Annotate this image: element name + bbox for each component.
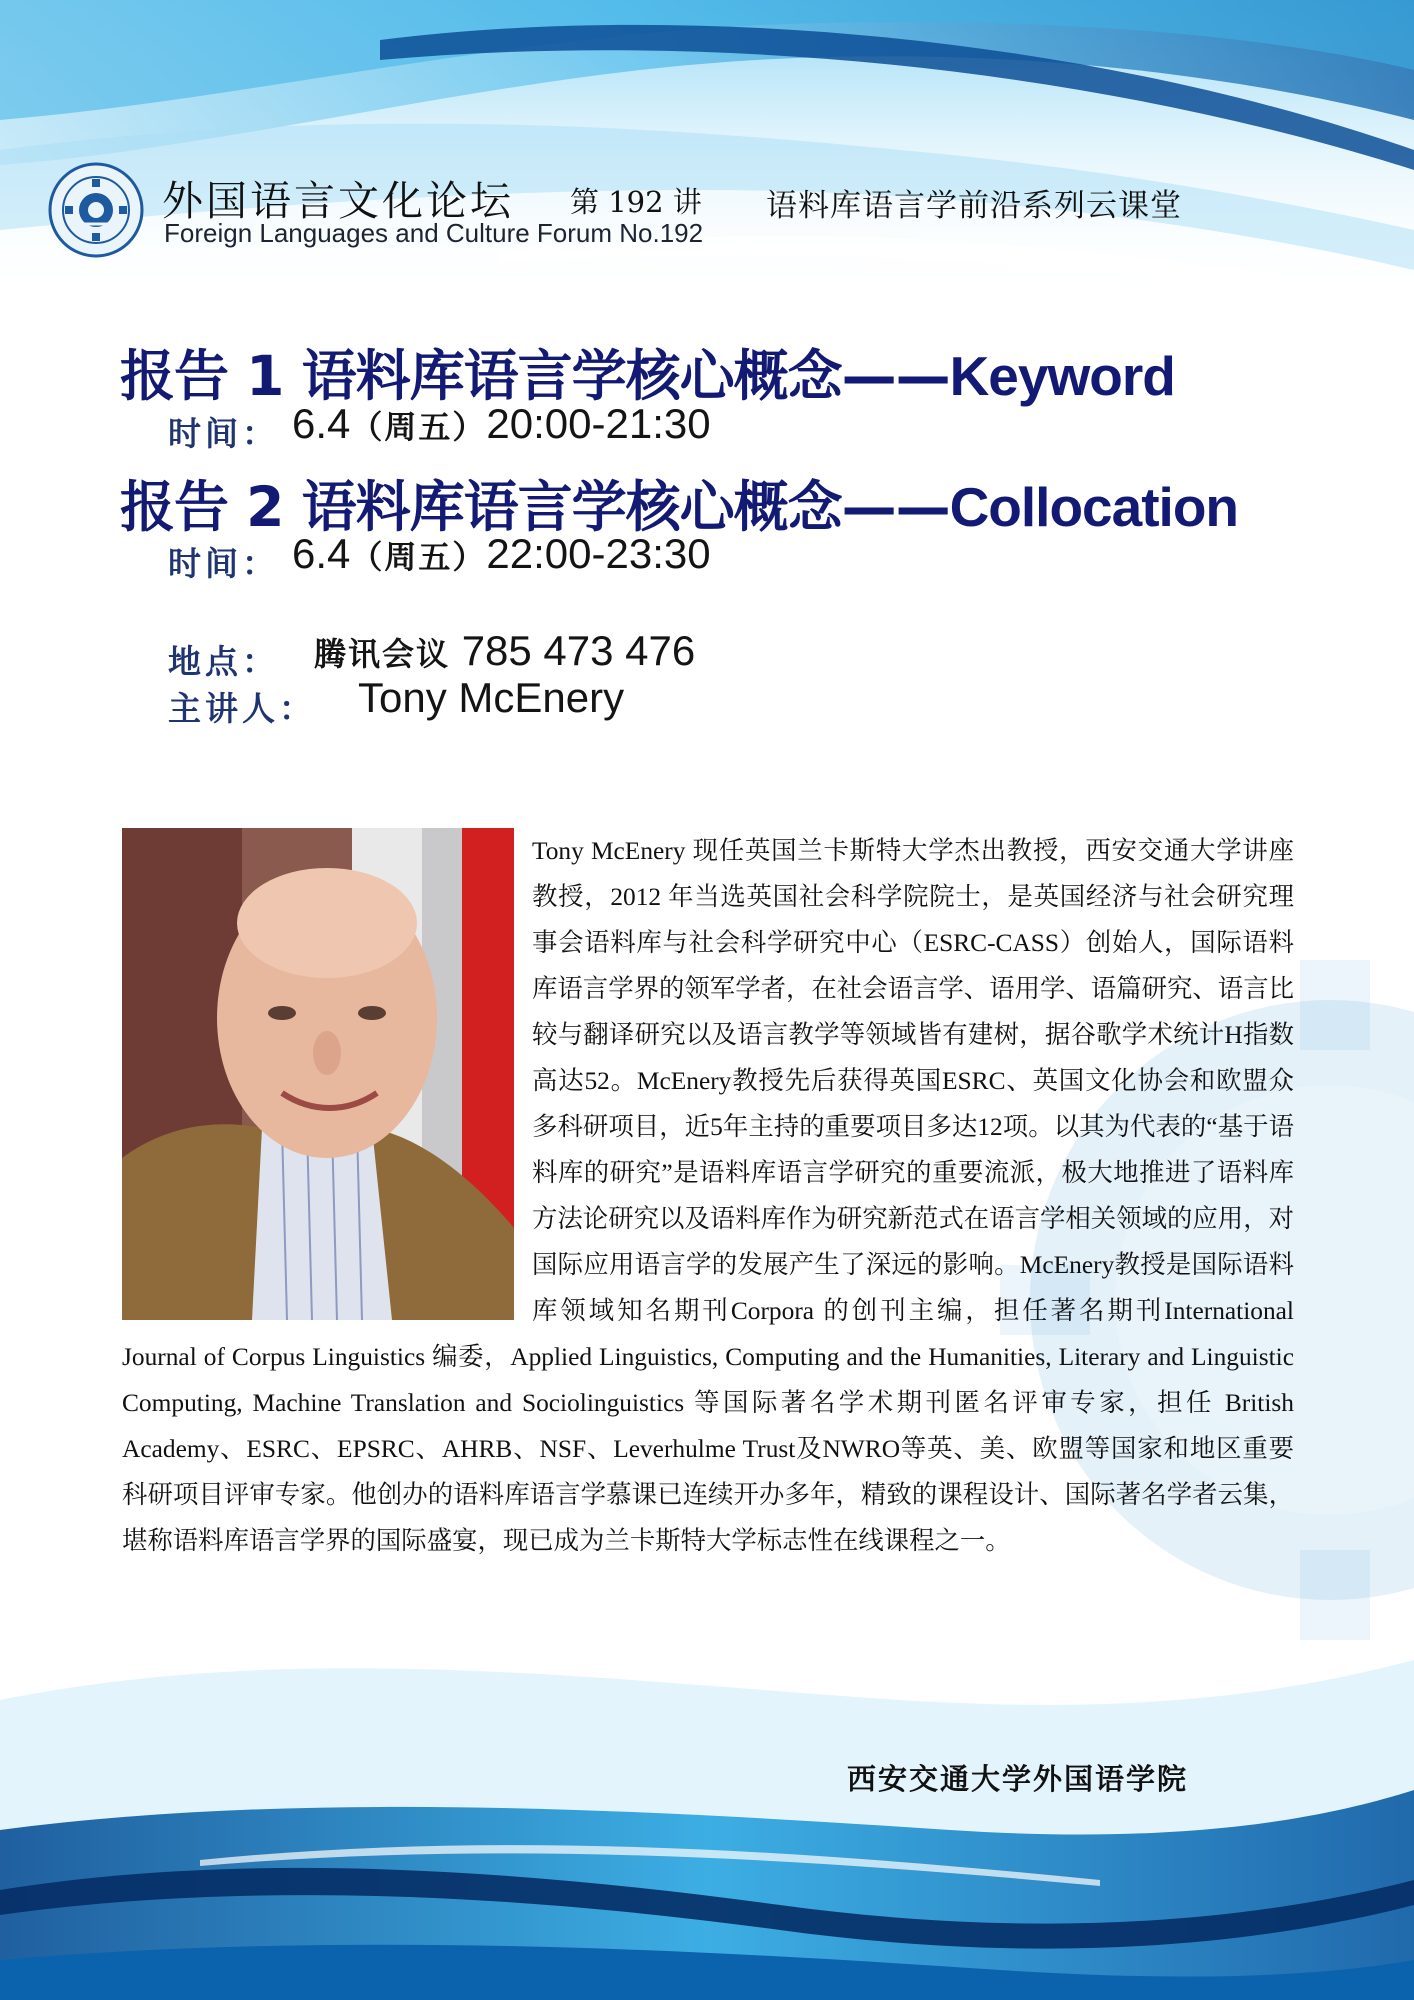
talk-1-weekday: （周五） — [350, 408, 487, 446]
series-title: 语料库语言学前沿系列云课堂 — [766, 188, 1182, 224]
forum-title: 外国语言文化论坛 — [162, 177, 514, 225]
talk-1-date: 6.4 — [292, 400, 351, 447]
talk-1-prefix: 报告 1 语料库语言学核心概念—— — [120, 344, 950, 408]
speaker-label: 主讲人： — [168, 689, 316, 728]
talk-2-topic: Collocation — [949, 476, 1239, 538]
talk-2-date: 6.4 — [292, 530, 351, 577]
talk-2-time — [292, 530, 711, 578]
lecture-number: 第 192 讲 — [570, 185, 702, 219]
university-logo — [48, 162, 144, 258]
talk-2-prefix: 报告 2 语料库语言学核心概念—— — [120, 475, 950, 539]
talk-2-time-range: 22:00-23:30 — [486, 530, 711, 577]
talk-2-weekday: （周五） — [350, 538, 487, 576]
talk-1-time-label: 时间： — [168, 414, 279, 453]
meeting-id: 785 473 476 — [461, 627, 696, 674]
speaker-bio — [122, 828, 1294, 1564]
venue-platform: 腾讯会议 — [314, 635, 451, 673]
talk-1-topic: Keyword — [949, 345, 1175, 407]
talk-1-time-range: 20:00-21:30 — [486, 400, 711, 447]
venue-value — [314, 627, 695, 675]
speaker-bio-text: Tony McEnery 现任英国兰卡斯特大学杰出教授，西安交通大学讲座教授，2012 年当选英国社会科学院院士，是英国经济与社会研究理事会语料库与社会科学研究中心（ESRC-CASS）创始人，国际语料库语言学界的领军学者，在社会语言学、语用学、语篇研究、语言比较与翻译研究以及语言教学等领域皆有建树，据谷歌学术统计H指数高达52。McEnery教授先后获得英国ESRC、英国文化协会和欧盟众多科研项目，近5年主持的重要项目多达12项。以其为代表的“基于语料库的研究”是语料库语言学研究的重要流派，极大地推进了语料库方法论研究以及语料库作为研究新范式在语言学相关领域的应用，对国际应用语言学的发展产生了深远的影响。McEnery教授是国际语料库领域知名期刊Corpora 的创刊主编，担任著名期刊International Journal of Corpus Linguistics 编委，Applied Linguistics, Computing and the Humanities, Literary and Linguistic Computing, Machine Translation and Sociolinguistics 等国际著名学术期刊匿名评审专家，担任 British Academy、ESRC、EPSRC、AHRB、NSF、Leverhulme Trust及NWRO等英、美、欧盟等国家和地区重要科研项目评审专家。他创办的语料库语言学慕课已连续开办多年，精致的课程设计、国际著名学者云集，堪称语料库语言学界的国际盛宴，现已成为兰卡斯特大学标志性在线课程之一。 — [122, 837, 1294, 1555]
venue-label: 地点： — [168, 642, 279, 681]
talk-1-time — [292, 400, 711, 448]
talk-2-time-label: 时间： — [168, 544, 279, 583]
forum-title-english: Foreign Languages and Culture Forum No.192 — [164, 218, 704, 248]
speaker-photo — [122, 828, 514, 1320]
organizer: 西安交通大学外国语学院 — [846, 1762, 1188, 1796]
speaker-name: Tony McEnery — [358, 674, 625, 721]
